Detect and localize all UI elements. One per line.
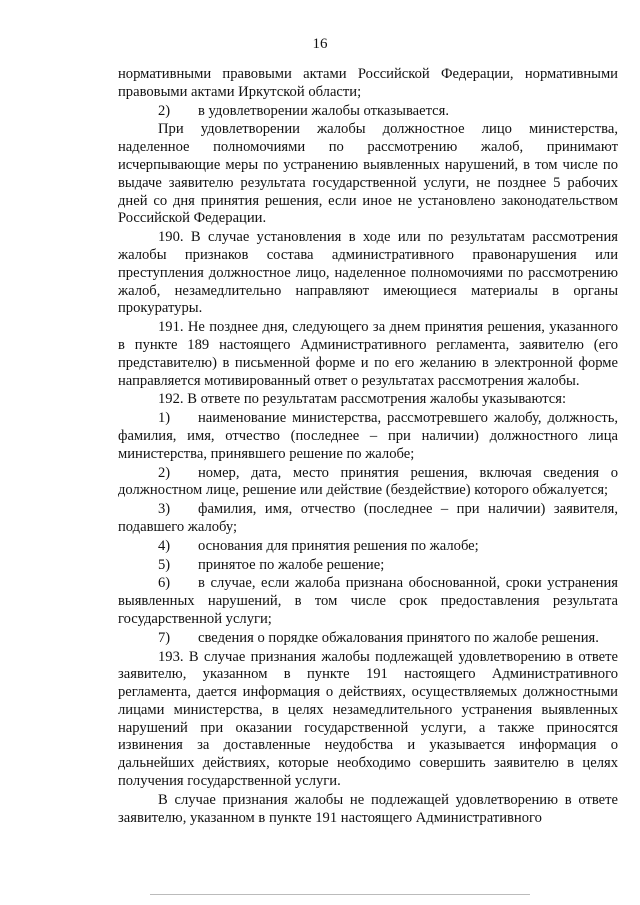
page-number: 16: [312, 36, 328, 52]
list-item: [118, 538, 618, 556]
list-item: [118, 630, 618, 648]
list-item: [118, 501, 618, 537]
list-item: [118, 575, 618, 628]
list-item-text: в удовлетворении жалобы отказывается.: [198, 102, 450, 119]
list-marker: 6): [158, 575, 171, 592]
paragraph-192: 192. В ответе по результатам рассмотрения жалобы указываются:: [158, 391, 567, 408]
list-item-text: принятое по жалобе решение;: [198, 556, 385, 573]
paragraph-continuation: нормативными правовыми актами Российской Федерации, нормативными правовыми актами Иркутской области;: [118, 66, 618, 100]
list-item-text: фамилия, имя, отчество (последнее – при наличии) заявителя, подавшего жалобу;: [118, 501, 618, 535]
list-marker: 1): [158, 410, 171, 427]
list-marker: 7): [158, 629, 171, 646]
list-marker: 5): [158, 556, 171, 573]
scan-footer-line: [150, 894, 530, 895]
paragraph-193: 193. В случае признания жалобы подлежащей удовлетворению в ответе заявителю, указанном в пункте 191 настоящего Административного регламента, дается информация о действиях, осуществляемых должностными лицами министерства, в целях незамедлительного устранения выявленных нарушений при оказании государственной услуги, а также приносятся извинения за доставленные неудобства и указывается информация о дальнейших действиях, которые необходимо совершить заявителю в целях получения государственной услуги.: [118, 648, 618, 790]
list-marker: 3): [158, 501, 171, 518]
list-item: [118, 410, 618, 463]
list-item: [118, 103, 618, 121]
document-body: [118, 66, 618, 827]
list-marker: 2): [158, 102, 171, 119]
list-item: [118, 557, 618, 575]
list-item-text: основания для принятия решения по жалобе;: [198, 537, 479, 554]
list-marker: 2): [158, 464, 171, 481]
list-marker: 4): [158, 537, 171, 554]
list-item-text: в случае, если жалоба признана обоснованной, сроки устранения выявленных нарушений, в том числе срок предоставления результата государственной услуги;: [118, 575, 618, 627]
paragraph-190: 190. В случае установления в ходе или по результатам рассмотрения жалобы признаков состава административного правонарушения или преступления должностное лицо, наделенное полномочиями по рассмотрению жалоб, незамедлительно направляют имеющиеся материалы в органы прокуратуры.: [118, 229, 618, 317]
paragraph: В случае признания жалобы не подлежащей удовлетворению в ответе заявителю, указанном в пункте 191 настоящего Административного: [118, 791, 618, 826]
paragraph-191: 191. Не позднее дня, следующего за днем принятия решения, указанного в пункте 189 настоящего Административного регламента, заявителю (его представителю) в письменной форме и по его желанию в электронной форме направляется мотивированный ответ о результатах рассмотрения жалобы.: [118, 319, 618, 389]
list-item-text: номер, дата, место принятия решения, включая сведения о должностном лице, решение или действие (бездействие) которого обжалуется;: [118, 464, 618, 499]
list-item: [118, 465, 618, 501]
list-item-text: сведения о порядке обжалования принятого по жалобе решения.: [198, 629, 599, 646]
paragraph: При удовлетворении жалобы должностное лицо министерства, наделенное полномочиями по рассмотрению жалоб, принимают исчерпывающие меры по устранению выявленных нарушений, в том числе по выдаче заявителю результата государственной услуги, не позднее 5 рабочих дней со дня принятия решения, если иное не установлено законодательством Российской Федерации.: [118, 121, 618, 227]
list-item-text: наименование министерства, рассмотревшего жалобу, должность, фамилия, имя, отчество (последнее – при наличии) должностного лица министерства, принявшего решение по жалобе;: [118, 410, 618, 462]
